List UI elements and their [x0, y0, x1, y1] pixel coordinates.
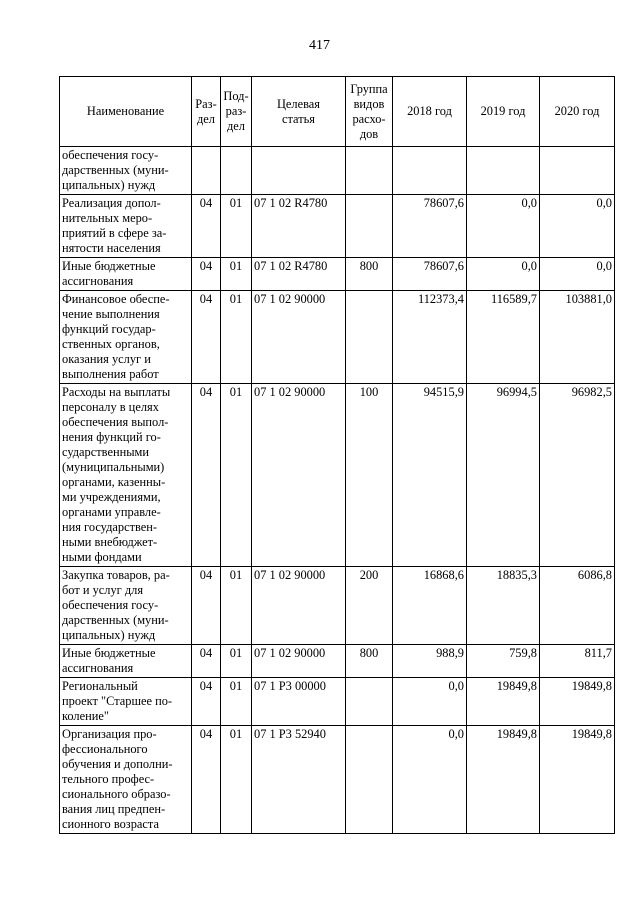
row-value-2019 [467, 147, 540, 195]
row-value-2019: 0,0 [467, 258, 540, 291]
row-podrazdel: 01 [221, 258, 252, 291]
row-target-article: 07 1 P3 52940 [252, 726, 346, 834]
row-name: Иные бюджетные ассигнования [60, 645, 192, 678]
row-name: Финансовое обеспе- чение выполнения функций государ- ственных органов, оказания услуг и выполнения работ [60, 291, 192, 384]
row-name: обеспечения госу- дарственных (муни- ципальных) нужд [60, 147, 192, 195]
row-value-2018: 0,0 [393, 726, 467, 834]
row-razdel: 04 [192, 195, 221, 258]
row-razdel: 04 [192, 678, 221, 726]
header-year-2018: 2018 год [393, 77, 467, 147]
row-target-article: 07 1 02 90000 [252, 645, 346, 678]
row-name: Организация про- фессионального обучения и дополни- тельного профес- сионального образо- вания лиц предпен- сионного возраста [60, 726, 192, 834]
header-target-article: Целевая статья [252, 77, 346, 147]
row-value-2019: 96994,5 [467, 384, 540, 567]
row-value-2019: 18835,3 [467, 567, 540, 645]
row-value-2020: 19849,8 [540, 678, 615, 726]
row-podrazdel: 01 [221, 726, 252, 834]
row-target-article: 07 1 P3 00000 [252, 678, 346, 726]
header-razdel: Раз- дел [192, 77, 221, 147]
row-expense-group [346, 195, 393, 258]
row-target-article: 07 1 02 R4780 [252, 258, 346, 291]
row-value-2019: 759,8 [467, 645, 540, 678]
row-podrazdel [221, 147, 252, 195]
row-podrazdel: 01 [221, 291, 252, 384]
row-podrazdel: 01 [221, 384, 252, 567]
row-expense-group [346, 147, 393, 195]
header-row [60, 77, 615, 147]
table-row [60, 291, 615, 384]
header-year-2020: 2020 год [540, 77, 615, 147]
row-razdel: 04 [192, 726, 221, 834]
row-podrazdel: 01 [221, 678, 252, 726]
row-target-article: 07 1 02 90000 [252, 291, 346, 384]
row-value-2019: 19849,8 [467, 678, 540, 726]
row-value-2019: 0,0 [467, 195, 540, 258]
row-name: Закупка товаров, ра- бот и услуг для обеспечения госу- дарственных (муни- ципальных) нужд [60, 567, 192, 645]
row-value-2019: 116589,7 [467, 291, 540, 384]
table-row [60, 645, 615, 678]
row-value-2020: 0,0 [540, 195, 615, 258]
row-value-2020: 19849,8 [540, 726, 615, 834]
row-value-2020 [540, 147, 615, 195]
row-value-2020: 0,0 [540, 258, 615, 291]
row-expense-group [346, 678, 393, 726]
row-podrazdel: 01 [221, 195, 252, 258]
row-target-article: 07 1 02 90000 [252, 384, 346, 567]
row-value-2018 [393, 147, 467, 195]
row-target-article: 07 1 02 90000 [252, 567, 346, 645]
row-value-2018: 988,9 [393, 645, 467, 678]
header-expense-group: Группа видов расхо- дов [346, 77, 393, 147]
row-razdel: 04 [192, 384, 221, 567]
row-razdel [192, 147, 221, 195]
row-value-2020: 96982,5 [540, 384, 615, 567]
row-value-2018: 0,0 [393, 678, 467, 726]
header-podrazdel: Под- раз- дел [221, 77, 252, 147]
table-row [60, 384, 615, 567]
row-razdel: 04 [192, 258, 221, 291]
row-value-2020: 103881,0 [540, 291, 615, 384]
row-expense-group: 800 [346, 645, 393, 678]
row-name: Реализация допол- нительных меро- приятий в сфере за- нятости населения [60, 195, 192, 258]
row-name: Региональный проект "Старшее по- коление" [60, 678, 192, 726]
row-value-2018: 16868,6 [393, 567, 467, 645]
row-value-2018: 112373,4 [393, 291, 467, 384]
page-number: 417 [309, 38, 330, 53]
table-row [60, 147, 615, 195]
row-expense-group: 100 [346, 384, 393, 567]
table-row [60, 726, 615, 834]
row-name: Расходы на выплаты персоналу в целях обеспечения выпол- нения функций го- сударственными (муниципальными) органами, казенны- ми учреждениями, органами управле- ния государствен- ными внебюджет- ными фондами [60, 384, 192, 567]
row-value-2018: 94515,9 [393, 384, 467, 567]
row-razdel: 04 [192, 291, 221, 384]
row-target-article: 07 1 02 R4780 [252, 195, 346, 258]
row-expense-group [346, 726, 393, 834]
table-row [60, 567, 615, 645]
budget-table [59, 76, 615, 834]
row-razdel: 04 [192, 567, 221, 645]
row-expense-group [346, 291, 393, 384]
table-row [60, 258, 615, 291]
header-year-2019: 2019 год [467, 77, 540, 147]
row-expense-group: 800 [346, 258, 393, 291]
row-target-article [252, 147, 346, 195]
row-value-2019: 19849,8 [467, 726, 540, 834]
header-name: Наименование [60, 77, 192, 147]
row-podrazdel: 01 [221, 567, 252, 645]
row-expense-group: 200 [346, 567, 393, 645]
table-row [60, 195, 615, 258]
row-value-2020: 811,7 [540, 645, 615, 678]
row-value-2018: 78607,6 [393, 195, 467, 258]
row-value-2018: 78607,6 [393, 258, 467, 291]
table-row [60, 678, 615, 726]
row-podrazdel: 01 [221, 645, 252, 678]
row-value-2020: 6086,8 [540, 567, 615, 645]
row-razdel: 04 [192, 645, 221, 678]
row-name: Иные бюджетные ассигнования [60, 258, 192, 291]
